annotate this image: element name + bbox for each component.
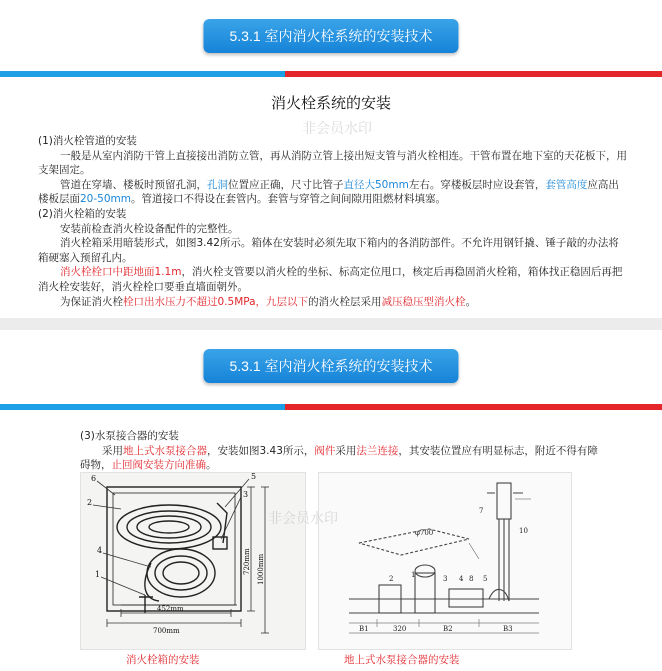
page-subtitle: 消火栓系统的安装 [270,94,391,112]
slide-1 [0,0,662,318]
highlight-text: 孔洞 [207,178,228,191]
paragraph-line [38,149,628,178]
paragraph-line [38,178,628,207]
highlight-text: 20-50mm [80,193,131,206]
pump-adapter-drawing [319,473,571,649]
figure-label: B3 [503,625,513,633]
text-run: 应高出楼板层面 [38,178,619,206]
highlight-text: 套管高度 [545,178,588,191]
text-run: 位置应正确，尺寸比管子 [228,178,344,191]
highlight-text: 止回阀安装方向准确 [111,459,206,472]
figure-label: 4 [97,546,103,555]
text-run: ，其安装位置应有明显标志，附近不得有障碍物， [80,444,598,472]
paragraph-line [38,236,628,265]
slide-2 [0,330,662,671]
paragraph-line [38,134,628,149]
figure-caption-hydrant-box: 消火栓箱的安装 [126,654,200,666]
figure-label: 2 [87,498,93,507]
figure-label: φ700 [415,529,434,537]
paragraph-line [80,444,600,473]
figure-label: 3 [243,490,249,499]
highlight-text: 减压稳压型消火栓 [381,295,466,308]
watermark: 非会员水印 [302,121,372,137]
figure-label: 10 [519,527,528,535]
hydrant-box-figure [80,472,306,650]
text-run: 安装前检查消火栓设备配件的完整性。 [60,222,239,235]
figure-label: 3 [443,575,448,583]
text-run: 。管道接口不得设在套管内。套管与穿管之间间隙用阻燃材料填塞。 [130,193,446,206]
figure-label: B2 [443,625,453,633]
highlight-text: 地上式水泵接合器 [123,444,207,457]
text-run: 左右。穿楼板层时应设套管， [408,178,546,191]
figure-label: 2 [389,575,394,583]
text-run: 的消火栓层采用 [308,295,382,308]
figure-label: 1 [411,571,416,579]
text-run: 。 [206,459,217,472]
highlight-text: 栓口出水压力不超过0.5MPa，九层以下 [123,295,309,308]
dimension-outer-height: 1000mm [257,553,265,585]
paragraph-line [38,207,628,222]
highlight-text: 法兰连接 [356,444,399,457]
text-run: 一般是从室内消防干管上直接接出消防立管，再从消防立管上接出短支管与消火栓相连。干管布置在地下室的天花板下，用支架固定。 [38,149,627,177]
body-text [38,134,628,309]
figure-label: 1 [95,570,101,579]
figure-label: B1 [359,625,369,633]
text-run: ，安装如图3.43所示， [207,444,315,457]
text-run: ，消火栓支管要以消火栓的坐标、标高定位甩口，核定后再稳固消火栓箱，箱体找正稳固后再把消火栓安装好，消火栓栓口要垂直墙面朝外。 [38,266,623,293]
figure-caption-pump-adapter: 地上式水泵接合器的安装 [344,654,460,666]
paragraph-line [38,222,628,237]
section-header: 5.3.1 室内消火栓系统的安装技术 [203,19,458,53]
dimension-outer-width: 700mm [153,627,180,635]
text-run: (1)消火栓管道的安装 [38,135,137,147]
paragraph-line [80,429,600,444]
pump-adapter-figure [318,472,572,650]
dimension-inner-height: 720mm [243,548,251,575]
highlight-text: 直径大50mm [343,178,409,191]
figure-label: 5 [251,473,257,481]
figure-label: 4 [459,575,464,583]
text-run: 为保证消火栓 [60,295,123,308]
paragraph-line [38,295,628,310]
figure-label: 6 [91,474,97,483]
figure-label: 7 [479,507,484,515]
header-divider [0,404,662,410]
highlight-text: 阀件 [314,444,336,457]
hydrant-box-drawing [81,473,305,649]
highlight-text: 消火栓栓口中距地面1.1m [60,266,182,279]
text-run: 。 [465,295,477,308]
figure-label: 8 [469,575,474,583]
figure-label: 5 [483,575,488,583]
figure-label: 320 [393,625,407,633]
dimension-inner-width: 452mm [157,605,184,613]
header-divider [0,71,662,77]
body-text [80,429,600,473]
text-run: (2)消火栓箱的安装 [38,207,127,220]
text-run: (3)水泵接合器的安装 [80,430,179,442]
text-run: 消火栓箱采用暗装形式，如图3.42所示。箱体在安装时必须先取下箱内的各消防部件。不允许用钢钎撬、锤子敲的办法将箱硬塞入预留孔内。 [38,237,619,264]
paragraph-line [38,265,628,294]
slide-separator [0,318,662,330]
watermark: 非会员水印 [268,511,338,527]
text-run: 管道在穿墙、楼板时预留孔洞， [60,178,207,191]
section-header: 5.3.1 室内消火栓系统的安装技术 [203,349,458,383]
text-run: 采用 [102,444,123,457]
text-run: 采用 [335,444,357,457]
